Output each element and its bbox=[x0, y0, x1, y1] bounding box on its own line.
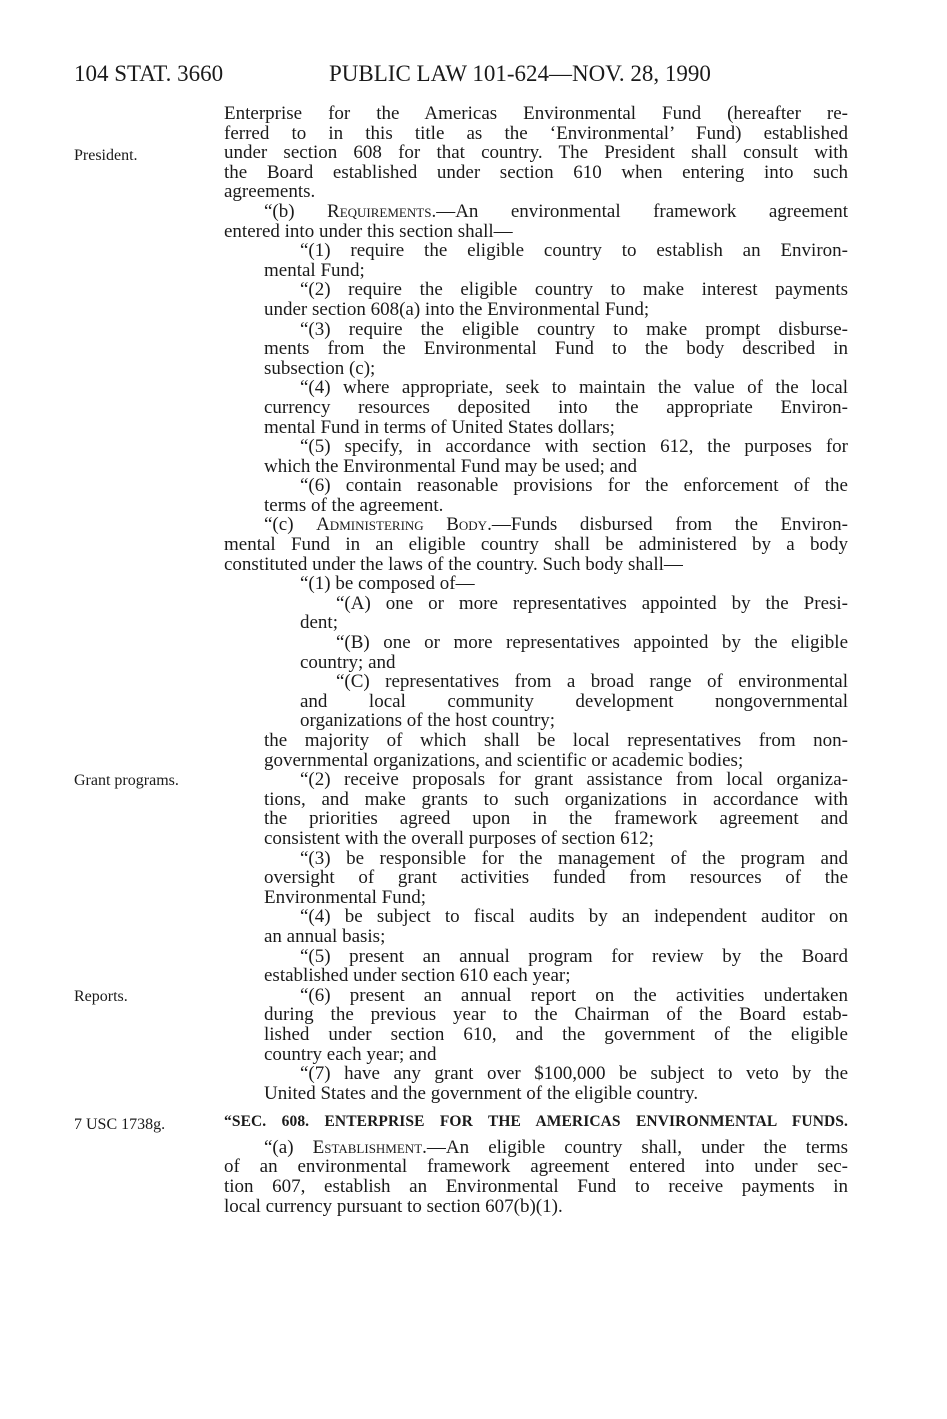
text-line: which the Environmental Fund may be used; and bbox=[264, 455, 638, 477]
text-line: the priorities agreed upon in the framework agreement and bbox=[264, 808, 848, 830]
margin-note-reports: Reports. bbox=[74, 988, 128, 1005]
text-line: United States and the government of the eligible country. bbox=[264, 1082, 699, 1104]
text-run: “(c) bbox=[264, 514, 317, 536]
text-line: currency resources deposited into the appropriate Environ- bbox=[264, 396, 848, 418]
spacer bbox=[224, 1103, 848, 1112]
subsection-a-title: Establishment bbox=[312, 1136, 423, 1158]
text-line: tions, and make grants to such organizations in accordance with bbox=[264, 788, 848, 810]
paragraph-6: “(6) present an annual report on the activities undertaken bbox=[300, 984, 848, 1006]
text-line: an annual basis; bbox=[264, 925, 386, 947]
text-line: established under section 610 each year; bbox=[264, 965, 571, 987]
text-line: mental Fund; bbox=[264, 259, 365, 281]
text-line: oversight of grant activities funded from resources of the bbox=[264, 867, 848, 889]
paragraph-1: “(1) require the eligible country to establish an Environ- bbox=[300, 240, 848, 262]
margin-note-usc-citation: 7 USC 1738g. bbox=[74, 1116, 166, 1133]
text-line: organizations of the host country; bbox=[300, 710, 556, 732]
text-line: mental Fund in an eligible country shall be administered by a body bbox=[224, 534, 848, 556]
paragraph-4: “(4) where appropriate, seek to maintain the value of the local bbox=[300, 377, 848, 399]
text-line: constituted under the laws of the country. Such body shall— bbox=[224, 553, 683, 575]
section-608-heading: “SEC. 608. ENTERPRISE FOR THE AMERICAS ENVIRONMENTAL FUNDS. bbox=[224, 1113, 848, 1131]
text-line: under section 608(a) into the Environmental Fund; bbox=[264, 298, 650, 320]
paragraph-2: “(2) require the eligible country to make interest payments bbox=[300, 279, 848, 301]
text-line: of an environmental framework agreement entered into under sec- bbox=[224, 1156, 848, 1178]
paragraph-6: “(6) contain reasonable provisions for the enforcement of the bbox=[300, 475, 848, 497]
text-line: entered into under this section shall— bbox=[224, 220, 513, 242]
text-line: dent; bbox=[300, 612, 338, 634]
subsection-c-title: Administering Body bbox=[316, 514, 488, 536]
text-line: consistent with the overall purposes of section 612; bbox=[264, 827, 654, 849]
subparagraph-a: “(A) one or more representatives appointed by the Presi- bbox=[336, 592, 848, 614]
text-line: mental Fund in terms of United States dollars; bbox=[264, 416, 615, 438]
margin-note-grant-programs: Grant programs. bbox=[74, 772, 179, 789]
text-line: the Board established under section 610 when entering into such bbox=[224, 161, 848, 183]
text-line: governmental organizations, and scientific or academic bodies; bbox=[264, 749, 744, 771]
paragraph-1: “(1) be composed of— bbox=[300, 573, 475, 595]
text-line: Environmental Fund; bbox=[264, 886, 427, 908]
text-line: the majority of which shall be local representatives from non- bbox=[264, 730, 848, 751]
text-line: ments from the Environmental Fund to the body described in bbox=[264, 338, 848, 360]
subsection-c-heading bbox=[224, 515, 848, 535]
page-citation: 104 STAT. 3660 bbox=[74, 61, 224, 86]
text-line: country; and bbox=[300, 651, 396, 673]
paragraph-4: “(4) be subject to fiscal audits by an independent auditor on bbox=[300, 906, 848, 928]
text-line: and local community development nongovernmental bbox=[300, 690, 848, 712]
margin-note-president: President. bbox=[74, 147, 138, 164]
text-line: local currency pursuant to section 607(b)(1). bbox=[224, 1195, 563, 1217]
paragraph-3: “(3) be responsible for the management of the program and bbox=[300, 847, 848, 869]
text-line: lished under section 610, and the government of the eligible bbox=[264, 1023, 848, 1045]
text-line: under section 608 for that country. The President shall consult with bbox=[224, 142, 848, 164]
text-line: during the previous year to the Chairman of the Board estab- bbox=[264, 1004, 848, 1026]
subsection-b-heading bbox=[224, 202, 848, 222]
text-run: “(b) bbox=[264, 200, 328, 222]
running-head: PUBLIC LAW 101-624—NOV. 28, 1990 bbox=[329, 61, 711, 86]
paragraph-7: “(7) have any grant over $100,000 be subject to veto by the bbox=[300, 1063, 848, 1085]
text-run: .—Funds disbursed from the Environ- bbox=[487, 514, 848, 536]
subparagraph-b: “(B) one or more representatives appointed by the eligible bbox=[336, 632, 848, 654]
text-line: Enterprise for the Americas Environmental Fund (hereafter re- bbox=[224, 103, 848, 124]
text-run: .—An environmental framework agreement bbox=[431, 200, 848, 222]
paragraph-2: “(2) receive proposals for grant assistance from local organiza- bbox=[300, 769, 848, 791]
text-run: “(a) bbox=[264, 1136, 313, 1158]
paragraph-5: “(5) specify, in accordance with section 612, the purposes for bbox=[300, 436, 848, 458]
text-line: country each year; and bbox=[264, 1043, 437, 1065]
text-line: agreements. bbox=[224, 181, 316, 203]
text-line: tion 607, establish an Environmental Fund to receive payments in bbox=[224, 1176, 848, 1198]
subsection-a-heading bbox=[224, 1138, 848, 1158]
paragraph-3: “(3) require the eligible country to make prompt disburse- bbox=[300, 318, 848, 340]
paragraph-5: “(5) present an annual program for review by the Board bbox=[300, 945, 848, 967]
subsection-b-title: Requirements bbox=[327, 200, 432, 222]
text-run: .—An eligible country shall, under the terms bbox=[422, 1136, 849, 1158]
text-line: terms of the agreement. bbox=[264, 494, 444, 516]
subparagraph-c: “(C) representatives from a broad range of environmental bbox=[336, 671, 848, 693]
text-line: ferred to in this title as the ‘Environmental’ Fund) established bbox=[224, 122, 848, 144]
statute-text bbox=[224, 104, 848, 1216]
text-line: subsection (c); bbox=[264, 357, 376, 379]
